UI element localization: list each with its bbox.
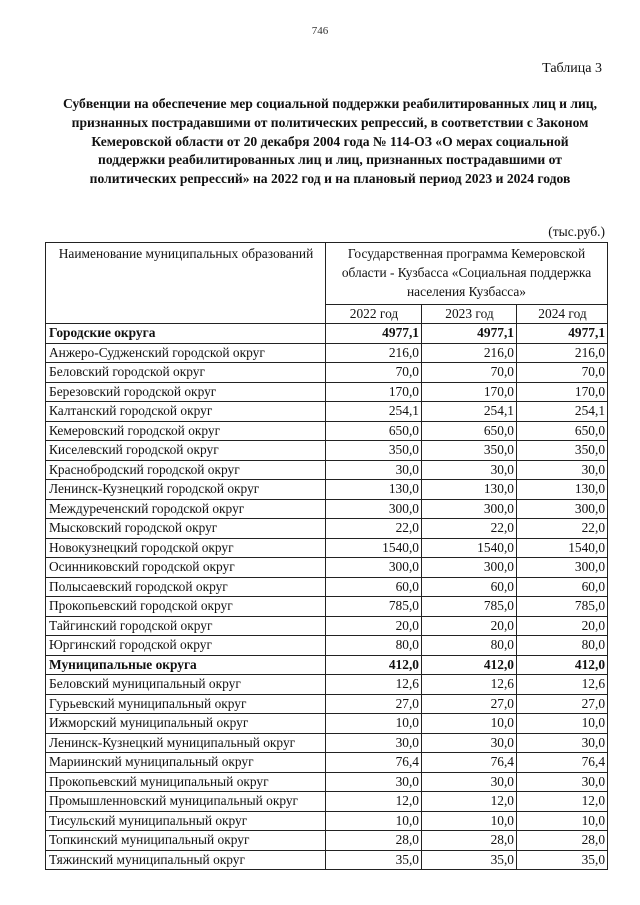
cell-2022: 10,0 [326,811,422,831]
cell-2024: 10,0 [517,714,608,734]
cell-2023: 60,0 [422,577,517,597]
cell-2024: 170,0 [517,382,608,402]
title-line: Субвенции на обеспечение мер социальной поддержки реабилитированных лиц и лиц, [62,96,598,111]
table-row [46,616,608,636]
cell-name: Мысковский городской округ [46,519,326,539]
cell-2024: 60,0 [517,577,608,597]
cell-2022: 4977,1 [326,324,422,344]
cell-name: Тайгинский городской округ [46,616,326,636]
cell-2024: 20,0 [517,616,608,636]
cell-2024: 1540,0 [517,538,608,558]
cell-name: Полысаевский городской округ [46,577,326,597]
cell-2023: 30,0 [422,772,517,792]
cell-2022: 70,0 [326,363,422,383]
cell-2023: 76,4 [422,753,517,773]
cell-name: Юргинский городской округ [46,636,326,656]
cell-2022: 216,0 [326,343,422,363]
cell-2024: 12,0 [517,792,608,812]
title-line: политических репрессий» на 2022 год и на плановый период 2023 и 2024 годов [89,171,571,187]
table-row [46,460,608,480]
title-line: признанных пострадавшими от политических репрессий, в соответствии с Законом [71,114,589,130]
cell-2022: 10,0 [326,714,422,734]
cell-name: Тисульский муниципальный округ [46,811,326,831]
cell-name: Новокузнецкий городской округ [46,538,326,558]
subventions-table [45,242,608,870]
cell-name: Гурьевский муниципальный округ [46,694,326,714]
cell-2024: 12,6 [517,675,608,695]
table-row [46,519,608,539]
cell-name: Ленинск-Кузнецкий муниципальный округ [46,733,326,753]
cell-name: Ленинск-Кузнецкий городской округ [46,480,326,500]
table-row [46,714,608,734]
table-row [46,343,608,363]
cell-name: Осинниковский городской округ [46,558,326,578]
cell-2023: 27,0 [422,694,517,714]
cell-name: Калтанский городской округ [46,402,326,422]
cell-name: Мариинский муниципальный округ [46,753,326,773]
cell-2024: 10,0 [517,811,608,831]
cell-2022: 785,0 [326,597,422,617]
cell-2022: 30,0 [326,772,422,792]
column-header-name: Наименование муниципальных образований [46,243,326,324]
cell-2022: 80,0 [326,636,422,656]
table-row [46,811,608,831]
table-row [46,402,608,422]
cell-2022: 28,0 [326,831,422,851]
table-row [46,694,608,714]
cell-2022: 60,0 [326,577,422,597]
cell-2024: 70,0 [517,363,608,383]
cell-2024: 27,0 [517,694,608,714]
title-line: Кемеровской области от 20 декабря 2004 года № 114-ОЗ «О мерах социальной [91,133,569,149]
cell-2022: 12,6 [326,675,422,695]
cell-2023: 300,0 [422,558,517,578]
cell-2022: 35,0 [326,850,422,870]
cell-2023: 350,0 [422,441,517,461]
cell-2024: 300,0 [517,558,608,578]
cell-2023: 10,0 [422,811,517,831]
cell-2024: 80,0 [517,636,608,656]
cell-2022: 412,0 [326,655,422,675]
cell-2024: 300,0 [517,499,608,519]
cell-name: Краснобродский городской округ [46,460,326,480]
cell-2024: 30,0 [517,460,608,480]
cell-2024: 30,0 [517,733,608,753]
cell-2024: 35,0 [517,850,608,870]
cell-name: Беловский муниципальный округ [46,675,326,695]
cell-2024: 254,1 [517,402,608,422]
cell-2022: 20,0 [326,616,422,636]
cell-2022: 350,0 [326,441,422,461]
cell-2024: 4977,1 [517,324,608,344]
cell-name: Промышленновский муниципальный округ [46,792,326,812]
cell-2023: 28,0 [422,831,517,851]
cell-2022: 22,0 [326,519,422,539]
column-header-program: Государственная программа Кемеровской области - Кузбасса «Социальная поддержка населения Кузбасса» [326,243,608,305]
cell-name: Тяжинский муниципальный округ [46,850,326,870]
cell-2023: 30,0 [422,733,517,753]
table-row [46,382,608,402]
cell-name: Городские округа [46,324,326,344]
cell-2023: 30,0 [422,460,517,480]
cell-2023: 130,0 [422,480,517,500]
table-row [46,597,608,617]
cell-name: Анжеро-Судженский городской округ [46,343,326,363]
cell-2024: 650,0 [517,421,608,441]
cell-2023: 650,0 [422,421,517,441]
cell-2023: 216,0 [422,343,517,363]
cell-2022: 300,0 [326,499,422,519]
cell-2024: 412,0 [517,655,608,675]
cell-2023: 70,0 [422,363,517,383]
cell-name: Топкинский муниципальный округ [46,831,326,851]
cell-2022: 76,4 [326,753,422,773]
cell-name: Ижморский муниципальный округ [46,714,326,734]
cell-name: Междуреченский городской округ [46,499,326,519]
cell-2023: 12,6 [422,675,517,695]
table-row [46,499,608,519]
table-group-row [46,324,608,344]
cell-2022: 650,0 [326,421,422,441]
cell-2023: 170,0 [422,382,517,402]
cell-2022: 130,0 [326,480,422,500]
cell-name: Прокопьевский городской округ [46,597,326,617]
cell-2024: 76,4 [517,753,608,773]
document-title [40,95,620,189]
cell-2024: 130,0 [517,480,608,500]
table-row [46,753,608,773]
column-header-2024: 2024 год [517,305,608,324]
cell-2022: 170,0 [326,382,422,402]
cell-2024: 28,0 [517,831,608,851]
cell-2022: 30,0 [326,460,422,480]
cell-2023: 1540,0 [422,538,517,558]
table-row [46,792,608,812]
cell-2023: 12,0 [422,792,517,812]
cell-2022: 27,0 [326,694,422,714]
column-header-2023: 2023 год [422,305,517,324]
table-body [46,324,608,870]
cell-2023: 20,0 [422,616,517,636]
table-row [46,480,608,500]
title-line: поддержки реабилитированных лиц и лиц, признанных пострадавшими от [98,152,562,168]
cell-2024: 350,0 [517,441,608,461]
table-row [46,831,608,851]
cell-2022: 254,1 [326,402,422,422]
cell-name: Муниципальные округа [46,655,326,675]
table-row [46,558,608,578]
table-row [46,850,608,870]
table-row [46,675,608,695]
cell-2024: 30,0 [517,772,608,792]
cell-2024: 785,0 [517,597,608,617]
cell-2023: 80,0 [422,636,517,656]
cell-2023: 22,0 [422,519,517,539]
cell-2023: 10,0 [422,714,517,734]
cell-name: Прокопьевский муниципальный округ [46,772,326,792]
column-header-2022: 2022 год [326,305,422,324]
table-row [46,636,608,656]
cell-name: Киселевский городской округ [46,441,326,461]
cell-name: Кемеровский городской округ [46,421,326,441]
table-group-row [46,655,608,675]
cell-2023: 300,0 [422,499,517,519]
cell-2023: 412,0 [422,655,517,675]
cell-2022: 12,0 [326,792,422,812]
table-header [46,243,608,324]
table-row [46,772,608,792]
cell-2023: 4977,1 [422,324,517,344]
table-label: Таблица 3 [542,61,602,76]
cell-2022: 30,0 [326,733,422,753]
table-row [46,363,608,383]
table-row [46,733,608,753]
table-row [46,421,608,441]
cell-2024: 216,0 [517,343,608,363]
table-row [46,538,608,558]
table-row [46,441,608,461]
cell-2023: 785,0 [422,597,517,617]
cell-name: Беловский городской округ [46,363,326,383]
cell-2023: 35,0 [422,850,517,870]
cell-name: Березовский городской округ [46,382,326,402]
cell-2022: 300,0 [326,558,422,578]
units-label: (тыс.руб.) [548,224,605,239]
cell-2022: 1540,0 [326,538,422,558]
cell-2024: 22,0 [517,519,608,539]
table-row [46,577,608,597]
cell-2023: 254,1 [422,402,517,422]
page-number: 746 [311,25,329,37]
